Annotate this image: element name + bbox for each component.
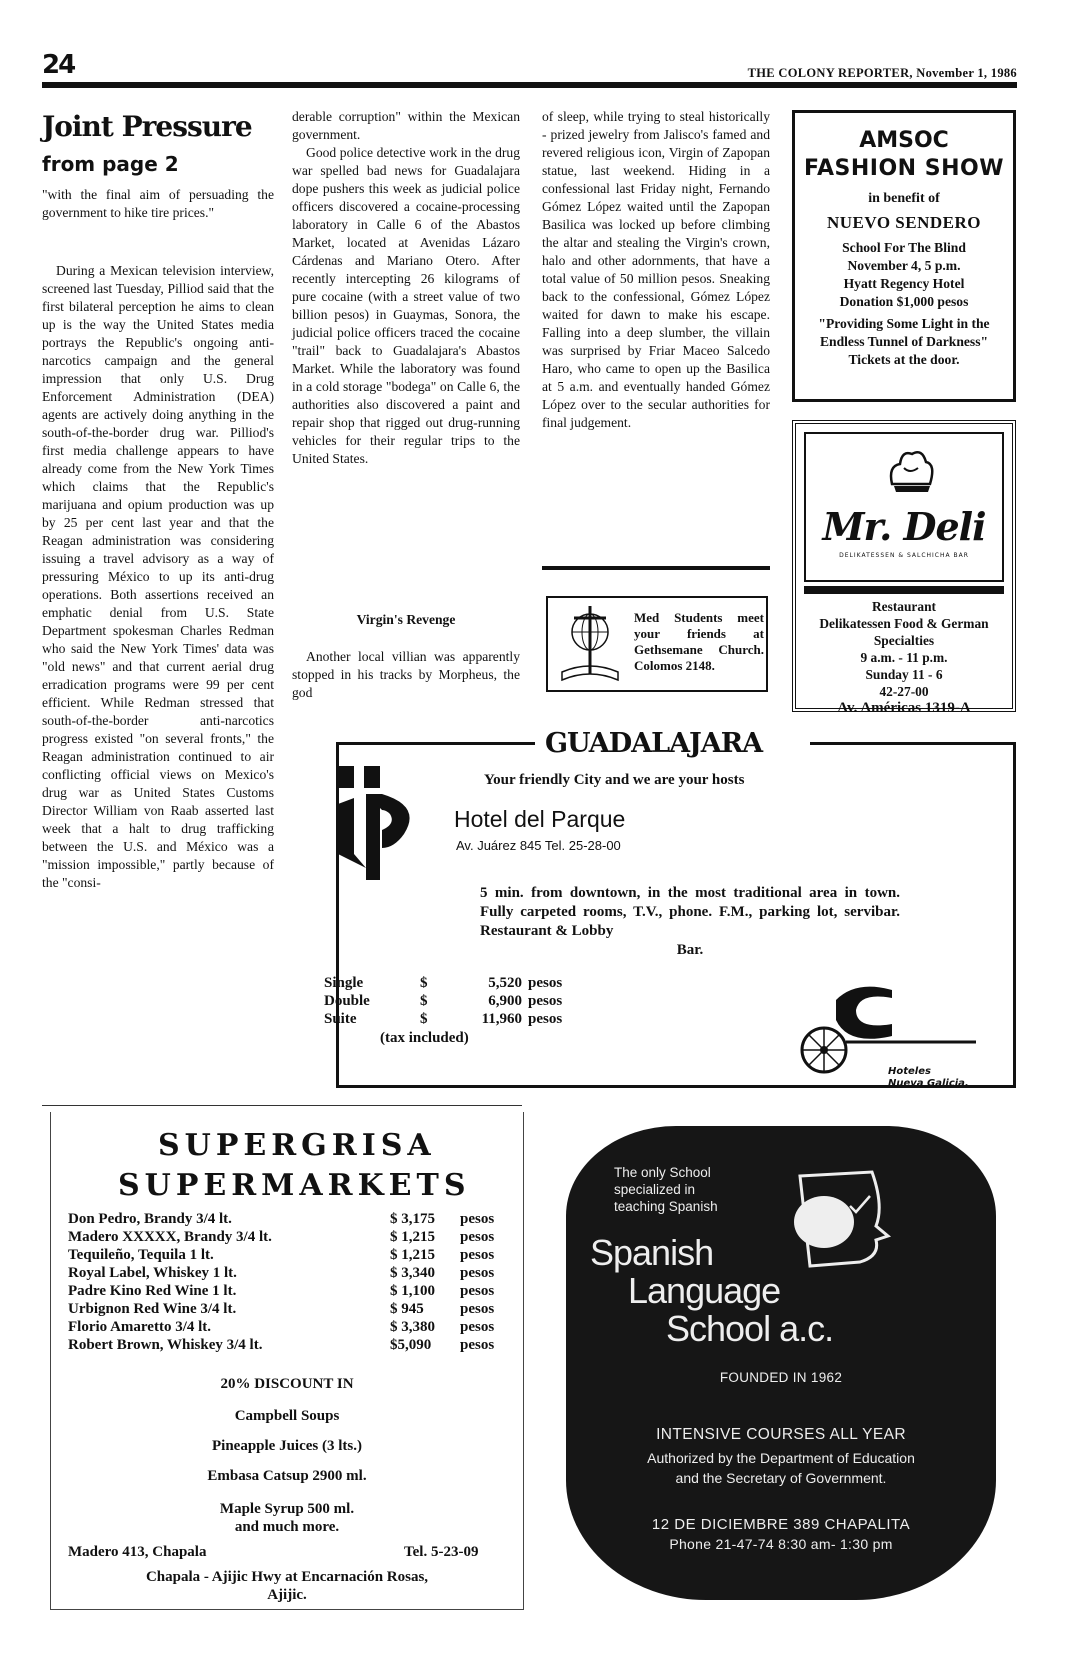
item-name: Padre Kino Red Wine 1 lt. [68,1283,237,1299]
supergrisa-product: Campbell Soups [234,1408,340,1424]
deli-details [800,598,1008,717]
rate-amount: 11,960 [481,1011,522,1027]
ad-line: 9 a.m. - 11 p.m. [860,650,948,665]
list-item [68,1336,500,1354]
hotel-chain-name [888,1066,969,1090]
table-row [322,992,564,1010]
item-name: Royal Label, Whiskey 1 lt. [68,1265,237,1281]
deli-logo-panel [804,432,1004,582]
chef-hat-icon [882,444,938,494]
ad-line: Av. Américas 1319-A [837,700,971,716]
list-item [68,1282,500,1300]
item-unit: pesos [460,1265,495,1281]
article-paragraph: derable corruption" within the Mexican government. [292,109,520,142]
globe-cross-icon [556,604,630,688]
supergrisa-product [50,1500,524,1536]
item-unit: pesos [460,1283,495,1299]
table-row [322,1010,564,1028]
supergrisa-price-list [68,1210,500,1354]
item-name: Don Pedro, Brandy 3/4 lt. [68,1211,232,1227]
ad-line: Delikatessen Food & German Specialties [819,616,989,648]
item-name: Madero XXXXX, Brandy 3/4 lt. [68,1229,272,1245]
rate-unit: pesos [528,993,563,1009]
item-price: $ 945 [390,1301,424,1317]
hotel-slogan: Your friendly City and we are your hosts [484,772,745,788]
school-name-line: Language [628,1270,781,1311]
hotel-chain-line: Hoteles [888,1066,931,1077]
article-kicker: from page 2 [42,152,179,176]
rate-unit: pesos [528,1011,563,1027]
supergrisa-title: SUPERGRISA [158,1128,436,1163]
article-paragraph: Good police detective work in the drug war spelled bad news for Guadalajara dope pushers this week as judicial police officers discovered a cocaine-processing laboratory in Calle 6 of the Abastos Market, located at Avenidas Lázaro Cárdenas and Mariano Otero. After recently intercepting 26 kilograms of pure cocaine (with a street value of two billion pesos) in Guaymas, Sonora, the judicial police officers traced the cocaine "trail" back to Guadalajara's Abastos Market. While the laboratory was found in a cold storage "bodega" on Calle 6, the authorities also discovered a paint and repair shop that rigged out drug-running vehicles for their regular trips to the United States. [292,145,520,466]
med-ad-text: Med Students meet your friends at Gethsemane Church. Colomos 2148. [634,610,764,673]
article-body-column-2 [292,108,520,468]
hotel-chain-line: Nueva Galicia. [888,1078,969,1089]
hotel-name: Hotel del Parque [454,806,626,832]
article-paragraph: During a Mexican television interview, screened last Tuesday, Pilliod said that the first bilateral perception he aims to clean up is the way the United States media portrays the Republic's ongoing anti-narcotics campaign and the general impression that only U.S. Drug Enforcement Administration (DEA) agents are actively doing anything in the south-of-the-border drug war. Pilliod's first media challenge appears to have already come from the New York Times which claims that the Republic's marijuana and opium production was up by 25 per cent last year and that the Reagan administration was considering issuing a travel advisory as a way of pressuring México to up its anti-drug operations. Both assertions received an emphatic denial from U.S. State Department spokesman Charles Redman who said the New York Times' data was "old news" and that current aerial drug erradication programs were 99 per cent efficient. While Redman stressed that south-of-the-border anti-narcotics progress existed "on several fronts," the Reagan administration continued to air conflicting official views on Mexico's drug war as United States Customs Director William von Raab asserted last week that a halt to drug trafficking between the U.S. and México was a "mission impossible," partly because of the "consi- [42,263,274,890]
deli-tagline: DELIKATESSEN & SALCHICHA BAR [839,552,969,559]
item-unit: pesos [460,1247,495,1263]
table-row [322,974,564,992]
item-name: Robert Brown, Whiskey 3/4 lt. [68,1337,263,1353]
item-unit: pesos [460,1229,495,1245]
list-item [68,1228,500,1246]
rate-amount: 5,520 [488,975,522,991]
ad-line: Tickets at the door. [848,352,960,367]
school-name-line: Spanish [590,1232,714,1273]
item-price: $ 3,380 [390,1319,435,1335]
ad-line: School For The Blind [842,240,966,255]
rate-room: Single [324,975,364,991]
supergrisa-product: Pineapple Juices (3 lts.) [212,1438,362,1454]
ad-line: in benefit of [868,191,940,206]
item-price: $ 3,340 [390,1265,435,1281]
ad-title: AMSOC [859,128,949,153]
item-name: Florio Amaretto 3/4 lt. [68,1319,212,1335]
rate-currency: $ [420,1011,428,1027]
rate-currency: $ [420,975,428,991]
item-unit: pesos [460,1301,495,1317]
ad-line: Donation $1,000 pesos [839,294,969,309]
ad-line: "Providing Some Light in the Endless Tunnel of Darkness" [818,316,990,349]
rate-currency: $ [420,993,428,1009]
hotel-description [480,884,900,960]
ad-border-line [336,742,536,745]
item-price: $ 1,215 [390,1229,435,1245]
school-address: 12 DE DICIEMBRE 389 CHAPALITA [651,1516,911,1533]
list-item [68,1264,500,1282]
amsoc-fashion-show-ad [792,110,1016,402]
column-rule [542,566,770,570]
hotel-rates-table [322,974,564,1028]
hotel-description-text: Bar. [676,942,704,958]
supergrisa-product: Embasa Catsup 2900 ml. [207,1468,367,1484]
ad-line: NUEVO SENDERO [827,213,981,232]
item-unit: pesos [460,1319,495,1335]
item-name: Urbignon Red Wine 3/4 lt. [68,1301,237,1317]
item-unit: pesos [460,1337,495,1353]
school-name-line: School a.c. [666,1308,834,1349]
article-headline: Joint Pressure [42,110,252,143]
spanish-language-school-ad [566,1126,996,1600]
list-item [68,1246,500,1264]
page-number: 24 [42,50,75,80]
school-founded: FOUNDED IN 1962 [719,1370,843,1385]
carriage-logo-icon [796,980,996,1076]
ad-border-line [810,742,1016,745]
hotel-ad-city: GUADALAJARA [535,728,772,759]
rate-unit: pesos [528,975,563,991]
supergrisa-product-line: and much more. [234,1519,340,1535]
hotel-logo-icon [332,764,424,884]
hotel-description-text: 5 min. from downtown, in the most traditional area in town. Fully carpeted rooms, T.V., phone. F.M., parking lot, servibar. Restaurant & Lobby [480,885,900,939]
supergrisa-address: Madero 413, Chapala [68,1544,207,1560]
school-courses: INTENSIVE COURSES ALL YEAR [656,1426,906,1443]
school-tagline-line: teaching Spanish [614,1199,718,1214]
med-students-ad [546,596,768,692]
school-tagline-line: specialized in [614,1182,696,1197]
hotel-address: Av. Juárez 845 Tel. 25-28-00 [456,838,621,853]
supergrisa-discount: 20% DISCOUNT IN [220,1376,354,1392]
ad-line: Hyatt Regency Hotel [843,276,965,291]
mr-deli-ad [792,420,1016,716]
item-price: $ 3,175 [390,1211,435,1227]
item-price: $ 1,100 [390,1283,435,1299]
article-paragraph: Another local villian was apparently stopped in his tracks by Morpheus, the god [292,649,520,700]
school-tagline-line: The only School [614,1165,711,1180]
column-rule [42,1105,522,1106]
school-phone: Phone 21-47-74 8:30 am- 1:30 pm [669,1536,893,1552]
list-item [68,1210,500,1228]
rate-amount: 6,900 [488,993,522,1009]
item-price: $5,090 [390,1337,432,1353]
school-authorization-line: Authorized by the Department of Education [647,1450,915,1466]
supergrisa-phone: Tel. 5-23-09 [404,1544,479,1560]
deli-logo: Mr. Deli [822,504,986,549]
supergrisa-title: SUPERMARKETS [118,1168,471,1203]
running-head: THE COLONY REPORTER, November 1, 1986 [747,66,1017,80]
supergrisa-location-line: Ajijic. [267,1587,307,1603]
list-item [68,1300,500,1318]
ad-line: Restaurant [872,599,936,614]
ad-line: November 4, 5 p.m. [847,258,961,273]
article-body-column-1 [42,262,274,892]
ad-line: 42-27-00 [879,684,929,699]
article-subhead: Virgin's Revenge [356,612,456,627]
school-authorization-line: and the Secretary of Government. [675,1470,887,1486]
article-lead-quote: "with the final aim of persuading the government to hike tire prices." [42,187,274,220]
school-authorization [566,1448,996,1488]
supergrisa-location-line: Chapala - Ajijic Hwy at Encarnación Rosas, [145,1569,429,1585]
item-price: $ 1,215 [390,1247,435,1263]
article-body-column-2-continued [292,648,520,702]
school-name [590,1234,833,1348]
rate-room: Suite [324,1011,357,1027]
supergrisa-product-line: Maple Syrup 500 ml. [219,1501,355,1517]
hotel-tax-note: (tax included) [380,1030,469,1046]
item-unit: pesos [460,1211,495,1227]
ad-line: Sunday 11 - 6 [865,667,943,682]
rate-room: Double [324,993,370,1009]
deli-divider [804,586,1004,594]
ad-title: FASHION SHOW [804,156,1004,181]
school-tagline [614,1164,718,1215]
header-rule [42,82,1017,88]
supergrisa-location [50,1568,524,1604]
item-name: Tequileño, Tequila 1 lt. [68,1247,214,1263]
article-paragraph: of sleep, while trying to steal historically - prized jewelry from Jalisco's famed and revered religious icon, Virgin of Zapopan statue, last weekend. Hiding in a confessional last Friday night, Fernando Gómez López waited until the Zapopan Basilica was locked up before climbing the altar and stealing the Virgin's crown, halo and other adornments, that have a total value of 50 million pesos. Sneaking back to the confessional, Gómez López waited for dawn to make his escape. Falling into a deep slumber, the villain was surprised by Friar Maceo Salcedo Haro, who came to open up the Basilica at 5 a.m. and eventually handed Gómez López over to the secular authorities for final judgement. [542,109,770,430]
article-body-column-3 [542,108,770,432]
list-item [68,1318,500,1336]
